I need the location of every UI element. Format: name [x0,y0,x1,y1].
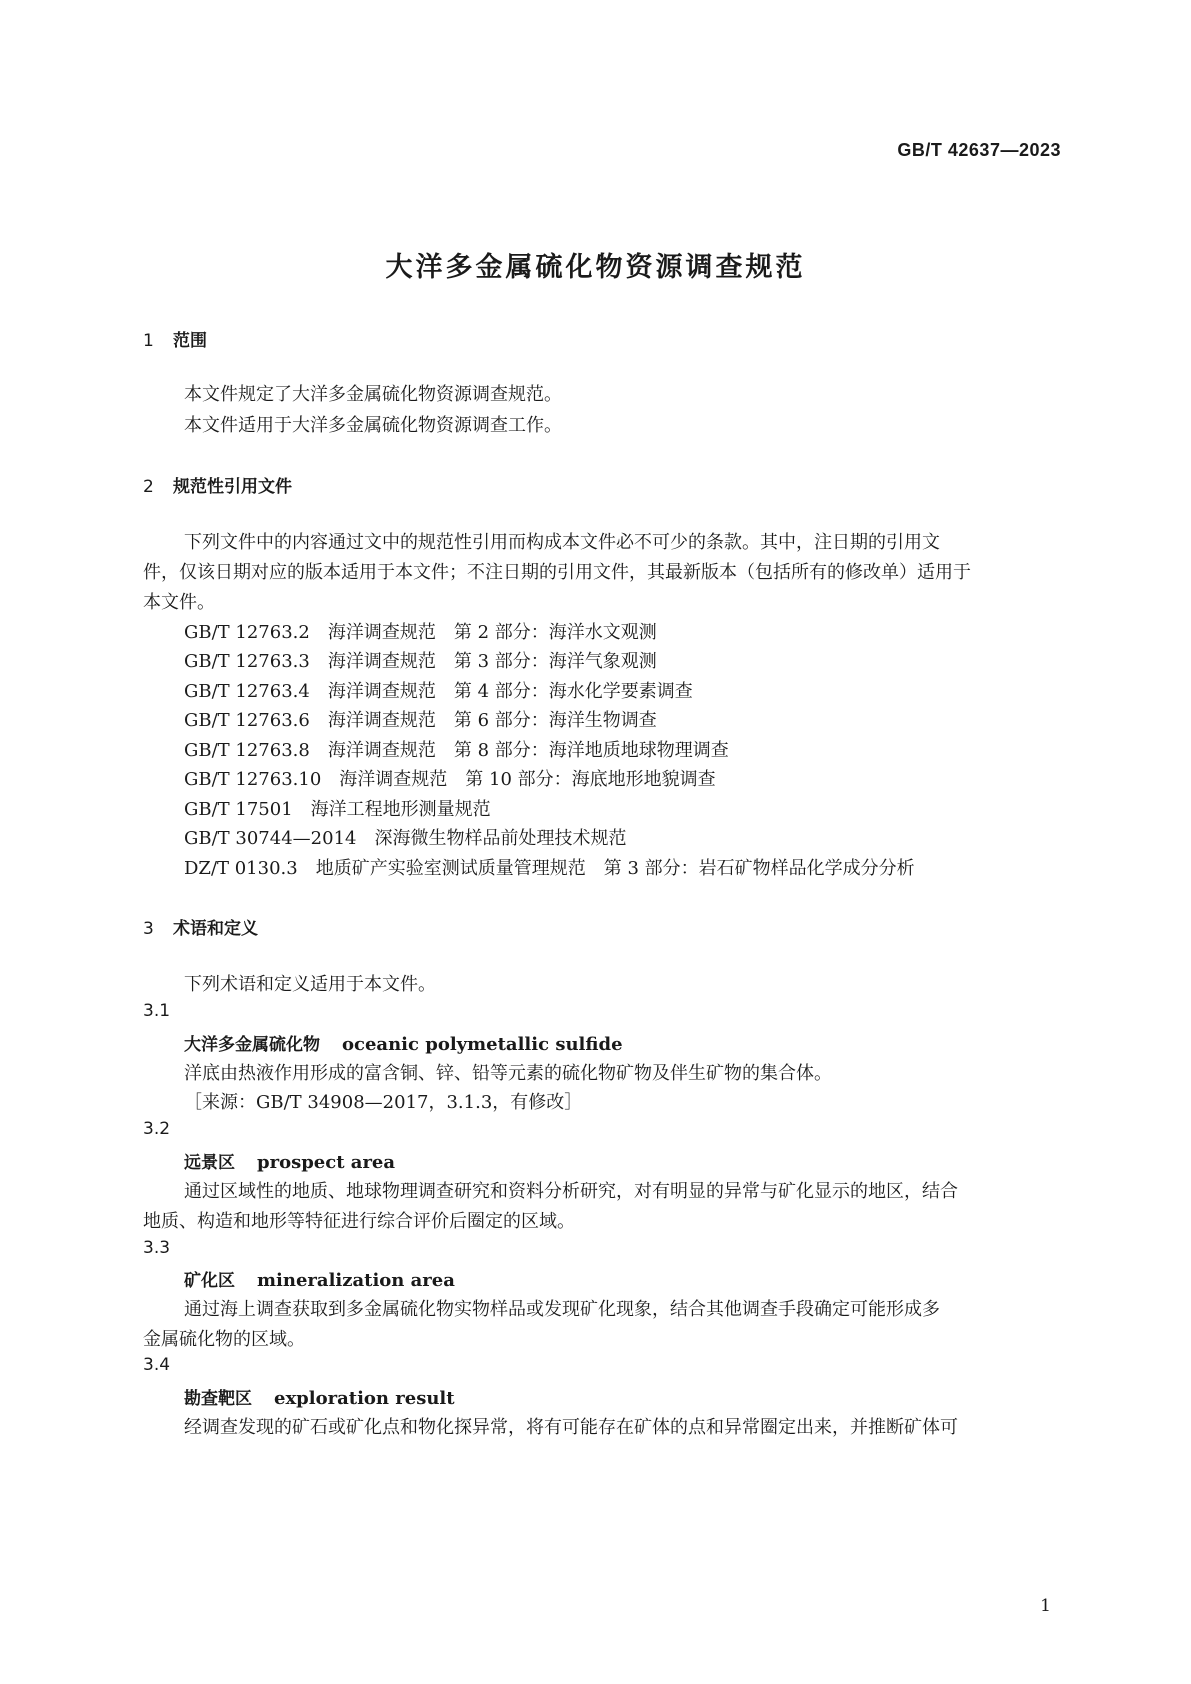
reference-code: GB/T 12763.3 [184,651,310,672]
section-3-heading [143,914,258,939]
reference-title: 深海微生物样品前处理技术规范 [374,828,627,849]
document-title: 大洋多金属硫化物资源调查规范 [385,252,806,283]
term-heading [184,1266,455,1291]
definition-line: 通过海上调查获取到多金属硫化物实物样品或发现矿化现象，结合其他调查手段确定可能形成多 [184,1299,940,1320]
reference-item [184,736,729,762]
reference-item [184,706,657,732]
definition-line: 洋底由热液作用形成的富含铜、锌、铅等元素的硫化物矿物及伴生矿物的集合体。 [184,1063,832,1084]
reference-part: 第 6 部分：海洋生物调查 [453,710,657,731]
reference-item [184,795,491,821]
term-en: prospect area [257,1152,396,1173]
reference-title: 海洋调查规范 [327,622,436,643]
paragraph-line: 本文件。 [143,592,215,613]
section-title: 规范性引用文件 [173,477,292,497]
section-number: 3 [143,919,154,939]
reference-code: GB/T 30744—2014 [184,828,357,849]
paragraph-line: 件，仅该日期对应的版本适用于本文件；不注日期的引用文件，其最新版本（包括所有的修改单）适用于 [143,562,971,583]
definition-line: 地质、构造和地形等特征进行综合评价后圈定的区域。 [143,1211,575,1232]
reference-item [184,765,716,791]
reference-title: 海洋工程地形测量规范 [310,799,491,820]
term-heading [184,1148,395,1173]
reference-title: 海洋调查规范 [327,710,436,731]
reference-part: 第 10 部分：海底地形地貌调查 [465,769,716,790]
reference-code: GB/T 12763.6 [184,710,310,731]
section-2-heading [143,472,292,497]
term-number: 3.1 [143,1001,171,1021]
term-en: oceanic polymetallic sulfide [342,1034,623,1055]
reference-title: 地质矿产实验室测试质量管理规范 [315,858,586,879]
section-number: 1 [143,331,154,351]
reference-code: GB/T 12763.10 [184,769,322,790]
reference-title: 海洋调查规范 [327,651,436,672]
section-title: 术语和定义 [173,919,258,939]
term-number: 3.2 [143,1119,171,1139]
term-heading [184,1030,623,1055]
definition-line: 经调查发现的矿石或矿化点和物化探异常，将有可能存在矿体的点和异常圈定出来，并推断矿体可 [184,1417,958,1438]
reference-item [184,647,657,673]
reference-code: GB/T 17501 [184,799,293,820]
paragraph: 本文件适用于大洋多金属硫化物资源调查工作。 [184,415,562,436]
paragraph: 下列术语和定义适用于本文件。 [184,974,436,995]
reference-title: 海洋调查规范 [327,740,436,761]
reference-item [184,824,626,850]
reference-title: 海洋调查规范 [339,769,448,790]
reference-code: GB/T 12763.8 [184,740,310,761]
reference-code: GB/T 12763.4 [184,681,310,702]
standard-code: GB/T 42637—2023 [897,140,1061,160]
reference-part: 第 3 部分：岩石矿物样品化学成分分析 [603,858,915,879]
section-title: 范围 [173,331,207,351]
source-note: ［来源：GB/T 34908—2017，3.1.3，有修改］ [184,1092,583,1113]
page-number: 1 [1040,1596,1051,1616]
reference-part: 第 4 部分：海水化学要素调查 [453,681,693,702]
definition-line: 通过区域性的地质、地球物理调查研究和资料分析研究，对有明显的异常与矿化显示的地区，结合 [184,1181,958,1202]
reference-item [184,618,657,644]
reference-code: GB/T 12763.2 [184,622,310,643]
section-1-heading [143,326,207,351]
term-zh: 远景区 [184,1153,235,1173]
term-number: 3.4 [143,1355,171,1375]
term-zh: 勘查靶区 [184,1389,252,1409]
paragraph-line: 下列文件中的内容通过文中的规范性引用而构成本文件必不可少的条款。其中，注日期的引用文 [184,532,940,553]
reference-code: DZ/T 0130.3 [184,858,298,879]
definition-line: 金属硫化物的区域。 [143,1329,305,1350]
term-en: mineralization area [257,1270,455,1291]
term-number: 3.3 [143,1238,171,1258]
reference-part: 第 2 部分：海洋水文观测 [453,622,657,643]
reference-part: 第 3 部分：海洋气象观测 [453,651,657,672]
section-number: 2 [143,477,154,497]
term-en: exploration result [274,1388,455,1409]
reference-item [184,854,915,880]
term-zh: 大洋多金属硫化物 [184,1035,320,1055]
term-heading [184,1384,455,1409]
paragraph: 本文件规定了大洋多金属硫化物资源调查规范。 [184,384,562,405]
reference-item [184,677,693,703]
term-zh: 矿化区 [184,1271,235,1291]
reference-part: 第 8 部分：海洋地质地球物理调查 [453,740,729,761]
reference-title: 海洋调查规范 [327,681,436,702]
